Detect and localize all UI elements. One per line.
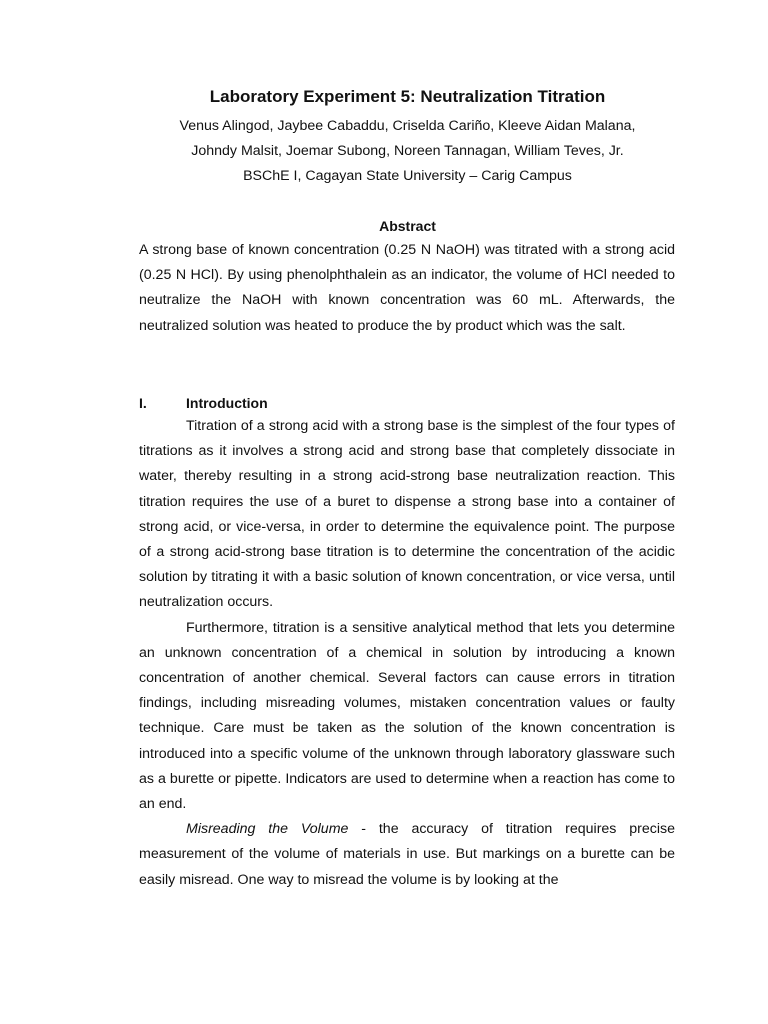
section-title: Introduction (186, 395, 268, 411)
affiliation: BSChE I, Cagayan State University – Carig Campus (243, 168, 572, 184)
introduction-paragraph-1: Titration of a strong acid with a strong base is the simplest of the four types of titrations as it involves a strong acid and strong base that completely dissociate in water, thereby resulting in a strong acid-strong base neutralization reaction. This titration requires the use of a buret to dispense a strong base into a container of strong acid, or vice-versa, in order to determine the equivalence point. The purpose of a strong acid-strong base titration is to determine the concentration of the acidic solution by titrating it with a basic solution of known concentration, or vice versa, until neutralization occurs. (139, 418, 675, 611)
introduction-paragraph-3 (139, 817, 675, 893)
abstract-text: A strong base of known concentration (0.25 N NaOH) was titrated with a strong acid (0.25 N HCl). By using phenolphthalein as an indicator, the volume of HCl needed to neutralize the NaOH with known concentration was 60 mL. Afterwards, the neutralized solution was heated to produce the by product which was the salt. (139, 242, 675, 334)
authors-line-1: Venus Alingod, Jaybee Cabaddu, Criselda Cariño, Kleeve Aidan Malana, (179, 118, 636, 134)
introduction-body (139, 414, 675, 893)
author-block (0, 114, 768, 189)
abstract-heading: Abstract (379, 218, 436, 234)
introduction-heading (139, 392, 675, 414)
introduction-paragraph-2: Furthermore, titration is a sensitive analytical method that lets you determine an unknown concentration of a chemical in solution by introducing a known concentration of another chemical. Several factors can cause errors in titration findings, including misreading volumes, mistaken concentration values or faulty technique. Care must be taken as the solution of the known concentration is introduced into a specific volume of the unknown through laboratory glassware such as a burette or pipette. Indicators are used to determine when a reaction has come to an end. (139, 619, 675, 813)
paragraph-3-text: - the accuracy of titration requires precise measurement of the volume of materials in use. But markings on a burette can be easily misread. One way to misread the volume is by looking at the (139, 821, 675, 888)
paper-title: Laboratory Experiment 5: Neutralization Titration (209, 87, 606, 106)
section-number: I. (139, 395, 147, 411)
misreading-volume-term: Misreading the Volume (186, 821, 349, 838)
authors-line-2: Johndy Malsit, Joemar Subong, Noreen Tannagan, William Teves, Jr. (191, 143, 624, 159)
